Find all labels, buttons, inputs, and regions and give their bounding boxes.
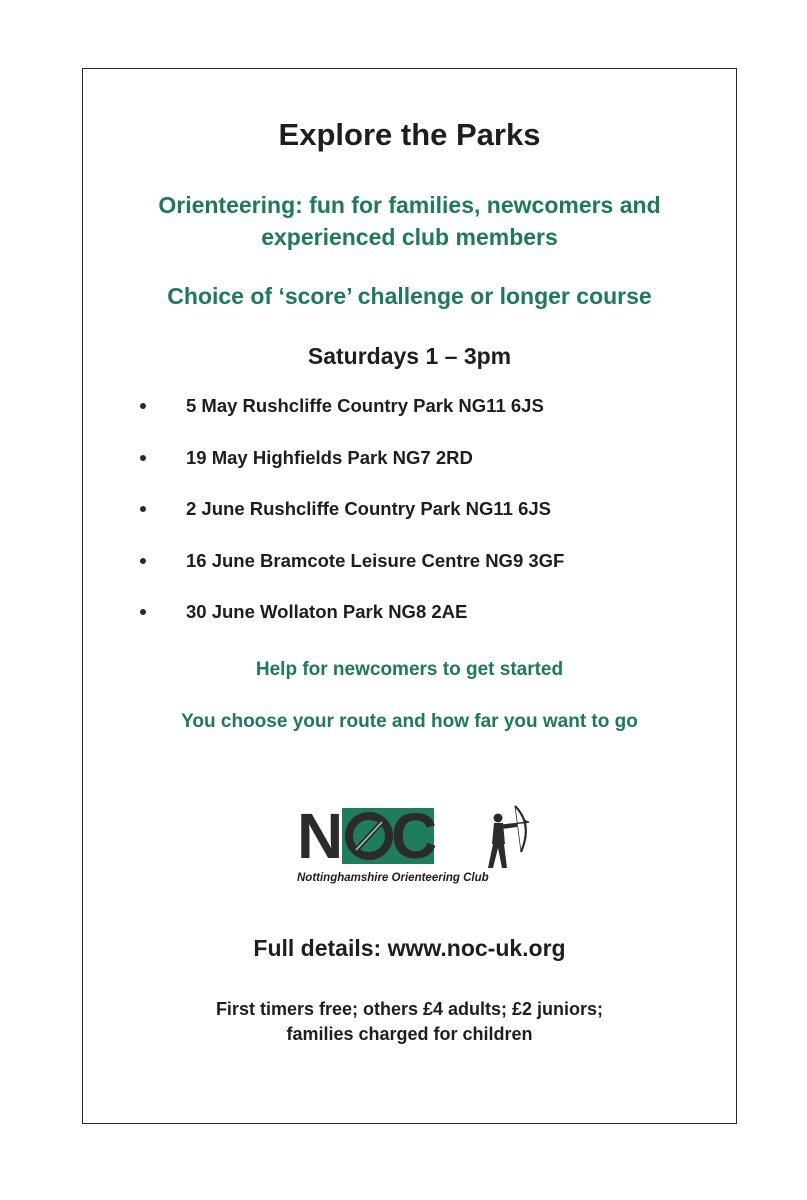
- events-list: [83, 395, 736, 653]
- bullet-dot-icon: [140, 403, 146, 409]
- subtitle-line-1: Orienteering: fun for families, newcomers and: [158, 192, 661, 218]
- schedule-heading: Saturdays 1 – 3pm: [307, 343, 512, 369]
- bullet-dot-icon: [140, 455, 146, 461]
- flyer-title: Explore the Parks: [278, 117, 541, 152]
- logo-green-box: [342, 800, 437, 872]
- event-text: 19 May Highfields Park NG7 2RD: [186, 446, 473, 468]
- prices-text: [83, 997, 736, 1047]
- logo-caption: Nottinghamshire Orienteering Club: [297, 872, 489, 884]
- event-text: 16 June Bramcote Leisure Centre NG9 3GF: [186, 549, 565, 571]
- archer-icon: [485, 802, 537, 870]
- logo-letter-c: C: [391, 800, 437, 872]
- bullet-dot-icon: [140, 609, 146, 615]
- subtitle-line-2: experienced club members: [261, 224, 558, 250]
- prices-line-2: families charged for children: [286, 1024, 533, 1044]
- event-item: [83, 498, 736, 550]
- event-item: [83, 395, 736, 447]
- prices-line-1: First timers free; others £4 adults; £2 juniors;: [215, 999, 604, 1019]
- event-item: [83, 447, 736, 499]
- bullet-dot-icon: [140, 558, 146, 564]
- logo-letter-n: N: [297, 800, 343, 872]
- event-text: 30 June Wollaton Park NG8 2AE: [186, 601, 468, 622]
- logo-letters: [297, 800, 437, 872]
- choice-text: Choice of ‘score’ challenge or longer course: [167, 283, 652, 309]
- bullet-dot-icon: [140, 506, 146, 512]
- flyer-subtitle: [83, 189, 736, 253]
- noc-logo: [297, 800, 537, 894]
- event-text: 5 May Rushcliffe Country Park NG11 6JS: [186, 395, 544, 416]
- help-text: Help for newcomers to get started: [255, 659, 564, 680]
- details-text: Full details: www.noc-uk.org: [253, 935, 566, 961]
- event-text: 2 June Rushcliffe Country Park NG11 6JS: [186, 498, 551, 519]
- event-item: [83, 550, 736, 602]
- flyer: [82, 68, 737, 1124]
- route-text: You choose your route and how far you want to go: [181, 711, 638, 732]
- event-item: [83, 601, 736, 653]
- logo-o-icon: [344, 811, 394, 861]
